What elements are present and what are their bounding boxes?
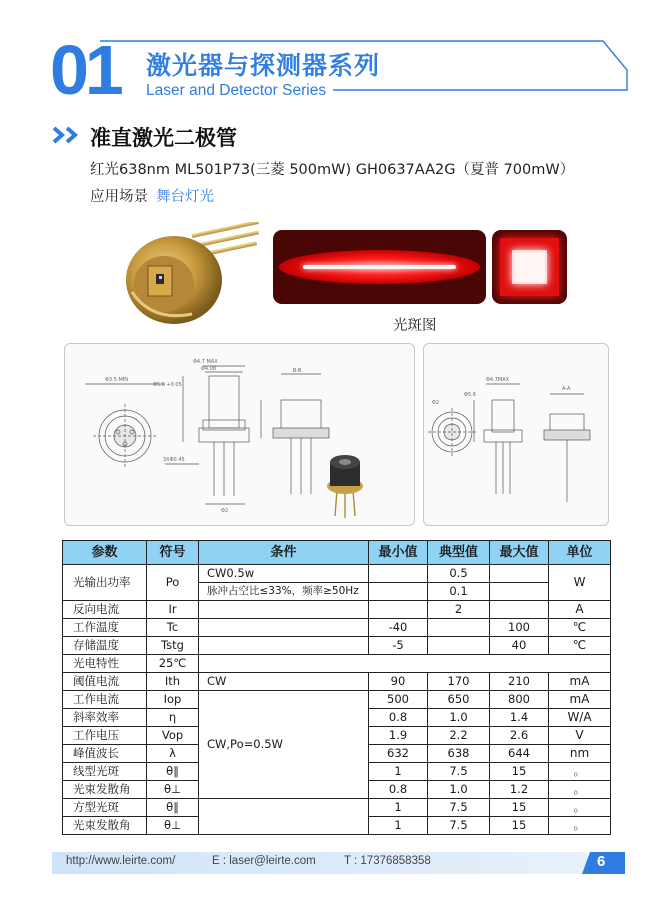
table-row — [63, 655, 611, 673]
laser-diode-photo — [112, 222, 262, 332]
cell-unit: W/A — [549, 709, 611, 727]
cell-min: -5 — [369, 637, 428, 655]
cell-unit: mA — [549, 673, 611, 691]
cell-max: 2.6 — [490, 727, 549, 745]
cell-min — [369, 565, 428, 583]
cell-symbol: Iop — [147, 691, 199, 709]
cell-min — [369, 583, 428, 601]
svg-text:Φ4.7 MAX: Φ4.7 MAX — [193, 359, 218, 365]
cell-symbol: Ith — [147, 673, 199, 691]
cell-unit: 。 — [549, 817, 611, 835]
cell-min — [369, 601, 428, 619]
cell-param: 工作温度 — [63, 619, 147, 637]
cell-param: 方型光斑 — [63, 799, 147, 817]
cell-param: 工作电压 — [63, 727, 147, 745]
svg-text:Φ2: Φ2 — [432, 400, 440, 406]
header-symbol: 符号 — [147, 541, 199, 565]
cell-typ: 0.1 — [428, 583, 490, 601]
cell-unit: 。 — [549, 799, 611, 817]
cell-max: 800 — [490, 691, 549, 709]
cell-condition: CW0.5w — [199, 565, 369, 583]
application-value: 舞台灯光 — [156, 189, 214, 205]
to-can-photo — [327, 455, 363, 518]
table-row — [63, 601, 611, 619]
cell-typ: 170 — [428, 673, 490, 691]
cell-typ: 1.0 — [428, 709, 490, 727]
footer — [52, 852, 625, 874]
cell-max: 40 — [490, 637, 549, 655]
table-row — [63, 637, 611, 655]
cell-max: 644 — [490, 745, 549, 763]
cell-symbol: Ir — [147, 601, 199, 619]
header-typ: 典型值 — [428, 541, 490, 565]
cell-unit: W — [549, 565, 611, 601]
footer-email[interactable]: E : laser@leirte.com — [212, 855, 316, 867]
cell-unit: A — [549, 601, 611, 619]
cell-param: 阈值电流 — [63, 673, 147, 691]
application-line — [90, 185, 214, 206]
cell-min: 0.8 — [369, 781, 428, 799]
cell-typ: 1.0 — [428, 781, 490, 799]
dimension-drawing-1 — [64, 343, 415, 526]
spec-table — [62, 540, 611, 835]
cell-symbol: η — [147, 709, 199, 727]
cell-typ: 2 — [428, 601, 490, 619]
cell-param: 斜率效率 — [63, 709, 147, 727]
table-row — [63, 673, 611, 691]
svg-text:Φ2: Φ2 — [221, 508, 229, 514]
cell-min: 632 — [369, 745, 428, 763]
table-header-row — [63, 541, 611, 565]
cell-min: 500 — [369, 691, 428, 709]
table-row — [63, 691, 611, 709]
cell-param: 线型光斑 — [63, 763, 147, 781]
cell-min: 1 — [369, 763, 428, 781]
cell-param: 存储温度 — [63, 637, 147, 655]
svg-text:Φ4.7MAX: Φ4.7MAX — [486, 377, 510, 383]
double-chevron-icon — [52, 124, 86, 146]
cell-typ: 0.5 — [428, 565, 490, 583]
svg-text:Φ4.08: Φ4.08 — [201, 366, 217, 372]
svg-text:A-A: A-A — [562, 386, 571, 392]
cell-max: 1.2 — [490, 781, 549, 799]
cell-symbol: Tc — [147, 619, 199, 637]
cell-condition: 脉冲占空比≤33%，频率≥50Hz — [199, 583, 369, 601]
cell-empty — [199, 655, 611, 673]
cell-symbol: θ∥ — [147, 763, 199, 781]
cell-max: 1.4 — [490, 709, 549, 727]
cell-symbol: θ∥ — [147, 799, 199, 817]
svg-text:3XΦ0.45: 3XΦ0.45 — [163, 457, 185, 463]
footer-phone: T : 17376858358 — [344, 855, 431, 867]
cell-unit: V — [549, 727, 611, 745]
cell-max — [490, 601, 549, 619]
cell-unit: mA — [549, 691, 611, 709]
cell-unit: 。 — [549, 781, 611, 799]
line-beam-spot-image — [273, 230, 486, 304]
table-row — [63, 619, 611, 637]
svg-text:Φ5.6 +0.05: Φ5.6 +0.05 — [153, 382, 182, 388]
product-models: 红光638nm ML501P73(三菱 500mW) GH0637AA2G（夏普 700mW） — [90, 162, 575, 178]
cell-max — [490, 583, 549, 601]
application-label: 应用场景 — [90, 189, 148, 205]
cell-typ — [428, 619, 490, 637]
square-beam-spot-image — [492, 230, 567, 304]
cell-symbol: Vop — [147, 727, 199, 745]
cell-max: 15 — [490, 799, 549, 817]
chapter-title-cn: 激光器与探测器系列 — [146, 51, 381, 80]
cell-condition: CW — [199, 673, 369, 691]
chapter-title-en: Laser and Detector Series — [146, 82, 327, 99]
cell-typ — [428, 637, 490, 655]
cell-min: -40 — [369, 619, 428, 637]
cell-typ: 638 — [428, 745, 490, 763]
footer-website[interactable]: http://www.leirte.com/ — [66, 855, 176, 867]
dimension-drawing-2 — [423, 343, 609, 526]
cell-unit: ℃ — [549, 637, 611, 655]
cell-typ: 7.5 — [428, 817, 490, 835]
cell-param: 光电特性 — [63, 655, 147, 673]
header-condition: 条件 — [199, 541, 369, 565]
cell-max: 100 — [490, 619, 549, 637]
cell-symbol: 25℃ — [147, 655, 199, 673]
cell-min: 90 — [369, 673, 428, 691]
cell-param: 光束发散角 — [63, 781, 147, 799]
cell-param: 工作电流 — [63, 691, 147, 709]
cell-condition — [199, 619, 369, 637]
cell-condition-merged: CW,Po=0.5W — [199, 691, 369, 799]
cell-unit: 。 — [549, 763, 611, 781]
cell-max: 210 — [490, 673, 549, 691]
beam-caption: 光斑图 — [393, 318, 437, 334]
cell-typ: 7.5 — [428, 763, 490, 781]
cell-param: 光束发散角 — [63, 817, 147, 835]
cell-typ: 650 — [428, 691, 490, 709]
cell-param: 光输出功率 — [63, 565, 147, 601]
cell-min: 1 — [369, 799, 428, 817]
cell-symbol: Po — [147, 565, 199, 601]
cell-min: 0.8 — [369, 709, 428, 727]
cell-condition — [199, 601, 369, 619]
cell-symbol: λ — [147, 745, 199, 763]
cell-condition — [199, 637, 369, 655]
cell-unit: nm — [549, 745, 611, 763]
header-unit: 单位 — [549, 541, 611, 565]
cell-max: 15 — [490, 763, 549, 781]
cell-max: 15 — [490, 817, 549, 835]
chapter-number: 01 — [50, 31, 120, 109]
cell-symbol: θ⊥ — [147, 817, 199, 835]
table-row — [63, 799, 611, 817]
cell-typ: 7.5 — [428, 799, 490, 817]
cell-min: 1.9 — [369, 727, 428, 745]
cell-param: 峰值波长 — [63, 745, 147, 763]
svg-text:B-B: B-B — [293, 368, 302, 374]
cell-max — [490, 565, 549, 583]
svg-text:Φ5.6: Φ5.6 — [464, 392, 476, 398]
cell-symbol: θ⊥ — [147, 781, 199, 799]
table-row — [63, 565, 611, 583]
cell-condition — [199, 799, 369, 835]
section-title: 准直激光二极管 — [90, 126, 237, 150]
header-max: 最大值 — [490, 541, 549, 565]
cell-param: 反向电流 — [63, 601, 147, 619]
page-number: 6 — [597, 853, 606, 870]
cell-symbol: Tstg — [147, 637, 199, 655]
header-min: 最小值 — [369, 541, 428, 565]
header-param: 参数 — [63, 541, 147, 565]
cell-min: 1 — [369, 817, 428, 835]
svg-text:Φ3.5 MIN: Φ3.5 MIN — [105, 377, 129, 383]
cell-unit: ℃ — [549, 619, 611, 637]
cell-typ: 2.2 — [428, 727, 490, 745]
